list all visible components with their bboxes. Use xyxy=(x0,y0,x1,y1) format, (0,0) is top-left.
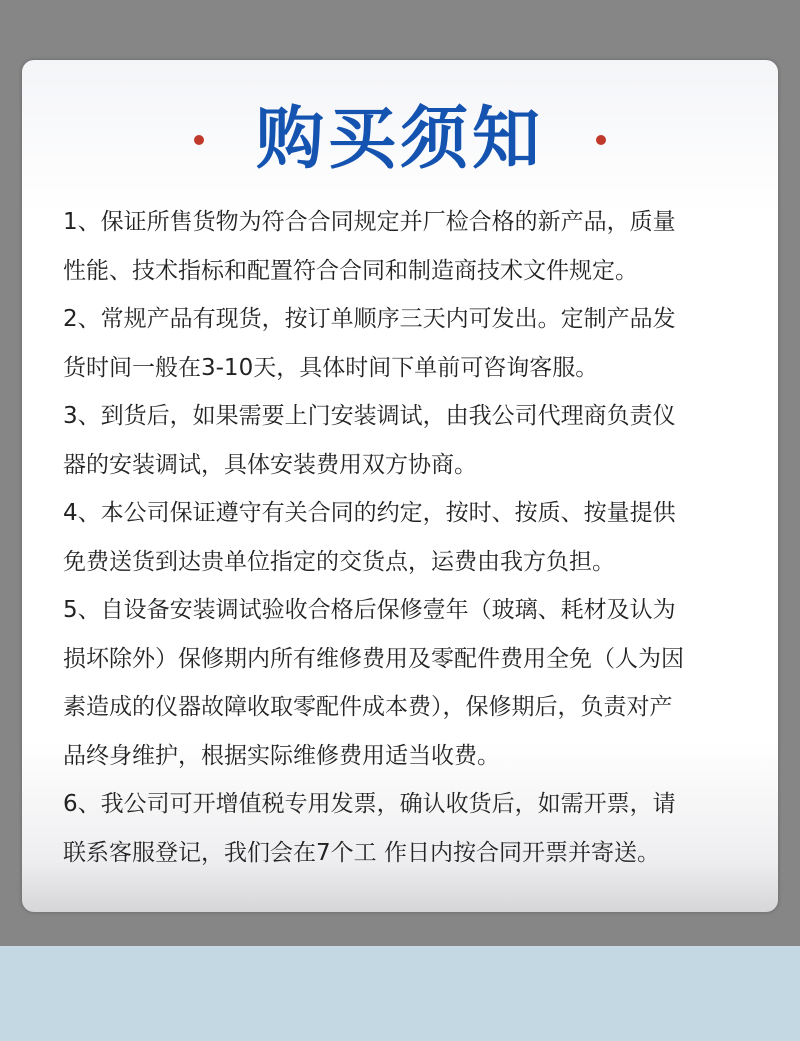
page-title: 购买须知 xyxy=(255,100,544,179)
term-line: 性能、技术指标和配置符合合同和制造商技术文件规定。 xyxy=(63,257,638,284)
term-line: 品终身维护，根据实际维修费用适当收费。 xyxy=(63,742,500,769)
notice-card xyxy=(22,60,778,912)
term-line: 2、常规产品有现货，按订单顺序三天内可发出。定制产品发 xyxy=(63,306,676,332)
bottom-band xyxy=(0,946,800,1041)
terms-list xyxy=(63,198,763,877)
term-line: 货时间一般在3-10天，具体时间下单前可咨询客服。 xyxy=(63,354,599,381)
term-line: 免费送货到达贵单位指定的交货点，运费由我方负担。 xyxy=(63,548,615,575)
term-line: 联系客服登记，我们会在7个工 作日内按合同开票并寄送。 xyxy=(63,839,660,866)
term-line: 损坏除外）保修期内所有维修费用及零配件费用全免（人为因 xyxy=(63,645,684,672)
term-line: 5、自设备安装调试验收合格后保修壹年（玻璃、耗材及认为 xyxy=(63,597,676,623)
term-line: 3、到货后，如果需要上门安装调试，由我公司代理商负责仪 xyxy=(63,403,676,429)
right-bullet-dot-icon xyxy=(596,135,606,145)
term-line: 素造成的仪器故障收取零配件成本费），保修期后，负责对产 xyxy=(63,694,673,720)
term-line: 6、我公司可开增值税专用发票，确认收货后，如需开票，请 xyxy=(63,791,676,817)
title-row xyxy=(22,98,778,188)
term-line: 器的安装调试，具体安装费用双方协商。 xyxy=(63,451,477,478)
term-line: 4、本公司保证遵守有关合同的约定，按时、按质、按量提供 xyxy=(63,500,676,526)
term-line: 1、保证所售货物为符合合同规定并厂检合格的新产品，质量 xyxy=(63,209,676,235)
